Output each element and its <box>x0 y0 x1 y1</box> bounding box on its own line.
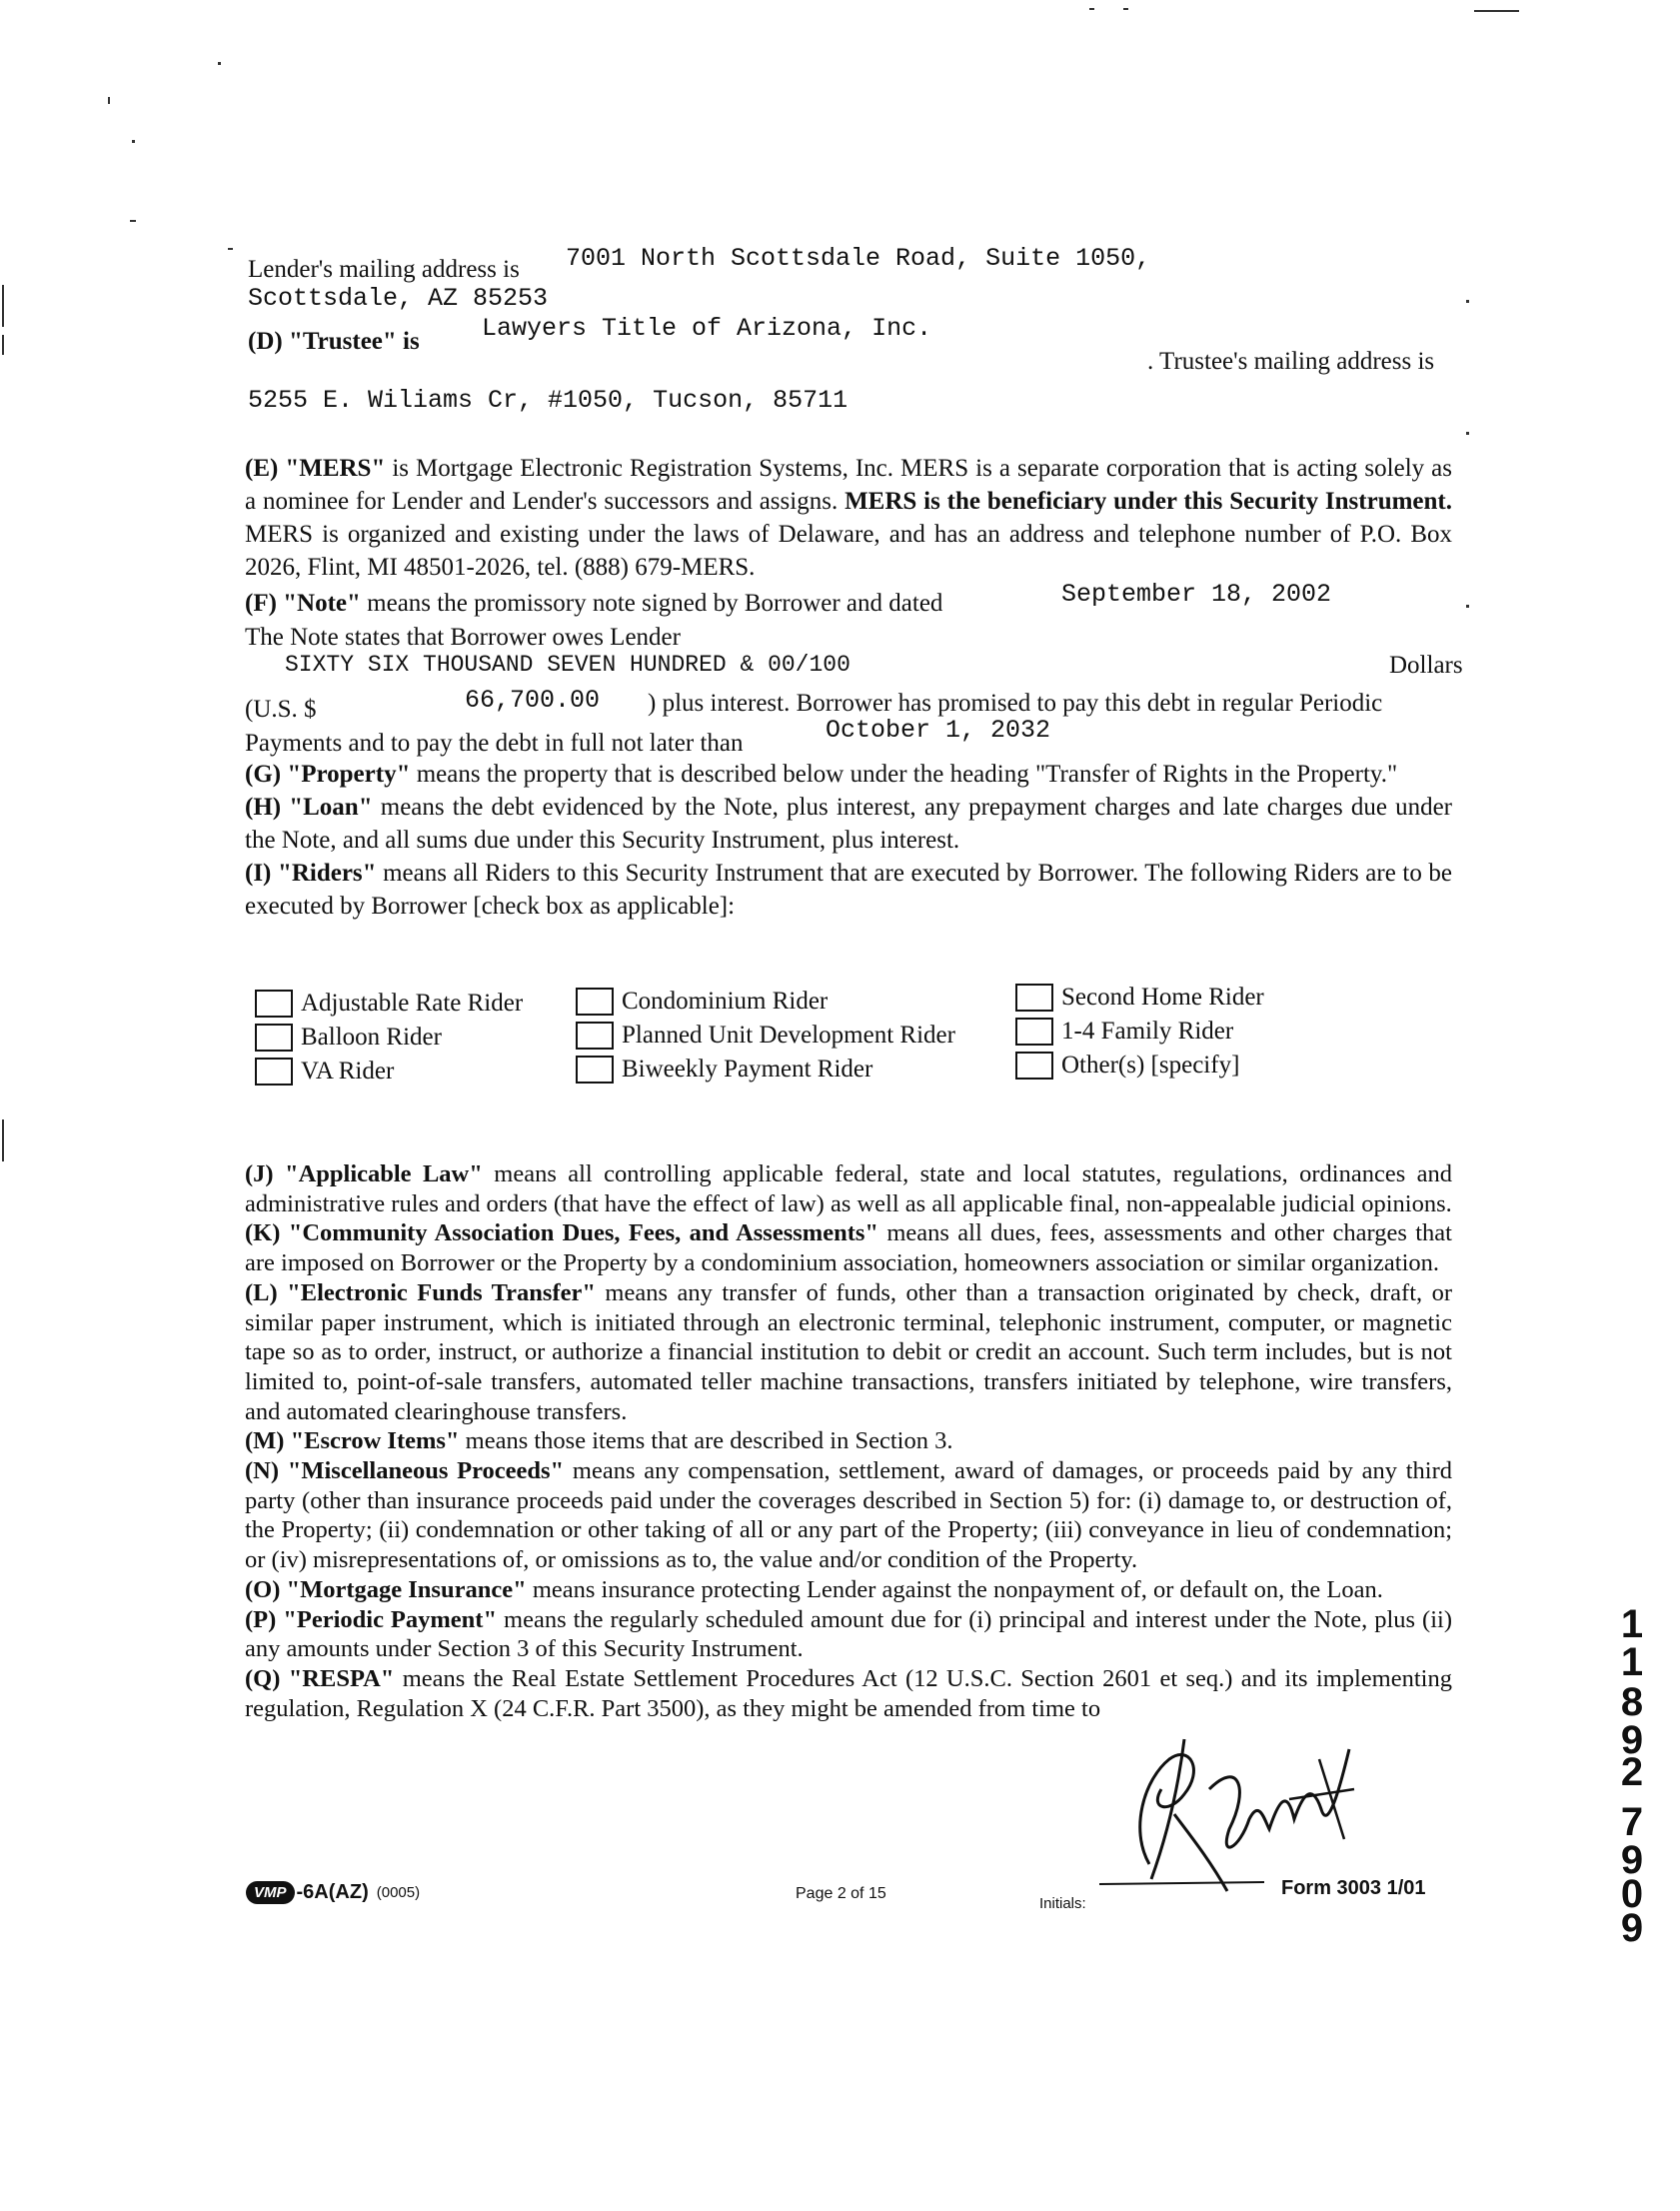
community-association-text: means all dues, fees, assessments and other charges that are imposed on Borrower or the Property by a condominium association, homeowners association or similar organization. <box>245 1219 1452 1277</box>
trustee-name: Lawyers Title of Arizona, Inc. <box>482 314 932 343</box>
form-code: -6A(AZ) <box>296 1881 369 1903</box>
loan-term: (H) "Loan" <box>245 794 373 821</box>
side-stamp-digit: 9 <box>1620 1838 1644 1882</box>
lender-address-line2: Scottsdale, AZ 85253 <box>248 284 549 313</box>
rider-label: Second Home Rider <box>1061 984 1264 1011</box>
scan-speck <box>1466 300 1469 303</box>
definition-periodic-payment <box>245 1605 1452 1664</box>
rider-label: Other(s) [specify] <box>1061 1052 1240 1079</box>
riders-text: means all Riders to this Security Instrument that are executed by Borrower. The following Riders are to be executed by Borrower [check box as applicable]: <box>245 860 1452 920</box>
scan-speck <box>1466 432 1469 435</box>
vmp-logo: VMP <box>246 1881 295 1904</box>
mers-text-2: MERS is organized and existing under the laws of Delaware, and has an address and telephone number of P.O. Box 2026, Flint, MI 48501-2026, tel. (888) 679-MERS. <box>245 521 1452 581</box>
rider-va[interactable] <box>255 1058 394 1086</box>
side-stamp-digit: 9 <box>1620 1718 1644 1762</box>
initials-signature <box>1089 1719 1379 1899</box>
initials-label: Initials: <box>1039 1895 1086 1912</box>
definition-respa <box>245 1664 1452 1723</box>
mers-text-1: is Mortgage Electronic Registration Systems, Inc. MERS is a separate corporation that is acting solely as a nominee for Lender and Lender's successors and assigns. <box>245 455 1452 515</box>
note-dollars-label: Dollars <box>1389 652 1463 679</box>
scan-edge-mark <box>2 285 4 327</box>
scan-speck <box>108 97 110 104</box>
mers-term: (E) "MERS" <box>245 455 386 482</box>
misc-proceeds-term: (N) "Miscellaneous Proceeds" <box>245 1457 565 1485</box>
scan-speck <box>1089 8 1094 10</box>
form-code-block <box>246 1881 420 1904</box>
rider-label: Planned Unit Development Rider <box>622 1022 955 1049</box>
scan-edge-mark <box>2 1119 4 1161</box>
note-amount-words: SIXTY SIX THOUSAND SEVEN HUNDRED & 00/100 <box>285 652 850 678</box>
note-date: September 18, 2002 <box>1061 580 1332 609</box>
mers-beneficiary: MERS is the beneficiary under this Security Instrument. <box>844 488 1453 515</box>
rider-1-4-family[interactable] <box>1015 1018 1233 1046</box>
riders-term: (I) "Riders" <box>245 860 377 887</box>
checkbox[interactable] <box>1015 1052 1053 1080</box>
side-stamp-digit: 7 <box>1620 1800 1644 1844</box>
note-term: (F) "Note" <box>245 590 361 617</box>
note-definition <box>245 590 942 618</box>
escrow-items-text: means those items that are described in Section 3. <box>459 1427 953 1455</box>
rider-condominium[interactable] <box>576 988 828 1016</box>
checkbox[interactable] <box>255 1058 293 1086</box>
rider-label: Condominium Rider <box>622 988 829 1015</box>
scan-speck <box>130 220 136 222</box>
scan-speck <box>1474 10 1519 12</box>
periodic-payment-term: (P) "Periodic Payment" <box>245 1605 498 1633</box>
checkbox[interactable] <box>576 1056 614 1084</box>
mortgage-insurance-text: means insurance protecting Lender against the nonpayment of, or default on, the Loan. <box>526 1575 1383 1603</box>
rider-biweekly-payment[interactable] <box>576 1056 872 1084</box>
scan-speck <box>1466 605 1469 608</box>
scan-speck <box>1123 8 1128 10</box>
rider-label: Balloon Rider <box>301 1024 442 1051</box>
checkbox[interactable] <box>1015 984 1053 1012</box>
trustee-mailing-label: . Trustee's mailing address is <box>1147 348 1435 375</box>
rider-adjustable-rate[interactable] <box>255 990 523 1018</box>
trustee-address: 5255 E. Wiliams Cr, #1050, Tucson, 85711 <box>248 386 848 415</box>
community-association-term: (K) "Community Association Dues, Fees, and Assessments" <box>245 1219 878 1247</box>
definition-loan <box>245 791 1452 857</box>
side-stamp-digit: 1 <box>1620 1640 1644 1684</box>
applicable-law-text: means all controlling applicable federal, state and local statutes, regulations, ordinances and administrative rules and orders (that have the effect of law) as well as all applicable final, non-appealable judicial opinions. <box>245 1160 1453 1217</box>
rider-label: Adjustable Rate Rider <box>301 990 524 1017</box>
scan-speck <box>228 248 233 250</box>
rider-other[interactable] <box>1015 1052 1239 1080</box>
lender-address-label: Lender's mailing address is <box>248 256 520 283</box>
checkbox[interactable] <box>1015 1018 1053 1046</box>
side-stamp-digit: 9 <box>1620 1906 1644 1950</box>
note-amount: 66,700.00 <box>465 686 601 715</box>
scan-speck <box>218 62 221 65</box>
side-stamp-digit: 8 <box>1620 1680 1644 1724</box>
note-maturity-date: October 1, 2032 <box>826 716 1051 745</box>
checkbox[interactable] <box>576 1022 614 1050</box>
side-stamp-digit: 2 <box>1620 1750 1644 1794</box>
note-us-label: (U.S. $ <box>245 696 317 723</box>
note-payments-text: Payments and to pay the debt in full not later than <box>245 730 744 757</box>
rider-label: 1-4 Family Rider <box>1061 1018 1234 1045</box>
scan-speck <box>132 140 135 143</box>
loan-text: means the debt evidenced by the Note, plus interest, any prepayment charges and late charges due under the Note, and all sums due under this Security Instrument, plus interest. <box>245 794 1452 854</box>
definition-electronic-funds-transfer <box>245 1278 1452 1427</box>
definition-mortgage-insurance <box>245 1575 1452 1605</box>
definitions-g-h-i <box>245 758 1452 923</box>
note-owes-text: The Note states that Borrower owes Lender <box>245 624 681 651</box>
eft-text: means any transfer of funds, other than a transaction originated by check, draft, or similar paper instrument, which is initiated through an electronic terminal, telephonic instrument, computer, or magnetic tape so as to order, instruct, or authorize a financial institution to debit or credit an account. Such term includes, but is not limited to, point-of-sale transfers, automated teller machine transactions, transfers initiated by telephone, wire transfers, and automated clearinghouse transfers. <box>245 1278 1453 1425</box>
note-text: means the promissory note signed by Borrower and dated <box>360 590 943 617</box>
definition-applicable-law <box>245 1159 1452 1218</box>
trustee-label: (D) "Trustee" is <box>248 328 420 355</box>
side-stamp-digit: 0 <box>1620 1872 1644 1916</box>
rider-balloon[interactable] <box>255 1024 442 1052</box>
applicable-law-term: (J) "Applicable Law" <box>245 1160 483 1187</box>
respa-term: (Q) "RESPA" <box>245 1664 395 1692</box>
definition-mers <box>245 452 1452 584</box>
rider-planned-unit-development[interactable] <box>576 1022 955 1050</box>
definition-escrow-items <box>245 1426 1452 1456</box>
form-number: Form 3003 1/01 <box>1281 1877 1426 1899</box>
side-stamp-digit: 1 <box>1620 1602 1644 1646</box>
property-text: means the property that is described below under the heading "Transfer of Rights in the Property." <box>410 761 1398 788</box>
definition-property <box>245 758 1452 791</box>
definition-community-association-dues <box>245 1218 1452 1277</box>
checkbox[interactable] <box>576 988 614 1016</box>
rider-label: Biweekly Payment Rider <box>622 1056 873 1083</box>
property-term: (G) "Property" <box>245 761 411 788</box>
definition-miscellaneous-proceeds <box>245 1456 1452 1575</box>
escrow-items-term: (M) "Escrow Items" <box>245 1427 460 1455</box>
definition-riders <box>245 857 1452 923</box>
eft-term: (L) "Electronic Funds Transfer" <box>245 1278 596 1306</box>
respa-text: means the Real Estate Settlement Procedures Act (12 U.S.C. Section 2601 et seq.) and its implementing regulation, Regulation X (24 C.F.R. Part 3500), as they might be amended from time to <box>245 1664 1452 1722</box>
periodic-payment-text: means the regularly scheduled amount due for (i) principal and interest under the Note, plus (ii) any amounts under Section 3 of this Security Instrument. <box>245 1605 1452 1663</box>
scan-edge-mark <box>2 335 4 355</box>
note-plus-interest: ) plus interest. Borrower has promised to pay this debt in regular Periodic <box>648 690 1383 717</box>
checkbox[interactable] <box>255 990 293 1018</box>
mortgage-insurance-term: (O) "Mortgage Insurance" <box>245 1575 527 1603</box>
misc-proceeds-text: means any compensation, settlement, award of damages, or proceeds paid by any third party (other than insurance proceeds paid under the coverages described in Section 5) for: (i) damage to, or destruction of, the Property; (ii) condemnation or other taking of all or any part of the Property; (iii) conveyance in lieu of condemnation; or (iv) misrepresentations of, or omissions as to, the value and/or condition of the Property. <box>245 1457 1452 1574</box>
page-number: Page 2 of 15 <box>796 1885 886 1902</box>
lender-address-line1: 7001 North Scottsdale Road, Suite 1050, <box>566 244 1151 273</box>
rider-second-home[interactable] <box>1015 984 1264 1012</box>
definitions-j-q <box>245 1159 1452 1723</box>
checkbox[interactable] <box>255 1024 293 1052</box>
form-revision: (0005) <box>376 1884 421 1901</box>
rider-label: VA Rider <box>301 1058 395 1085</box>
